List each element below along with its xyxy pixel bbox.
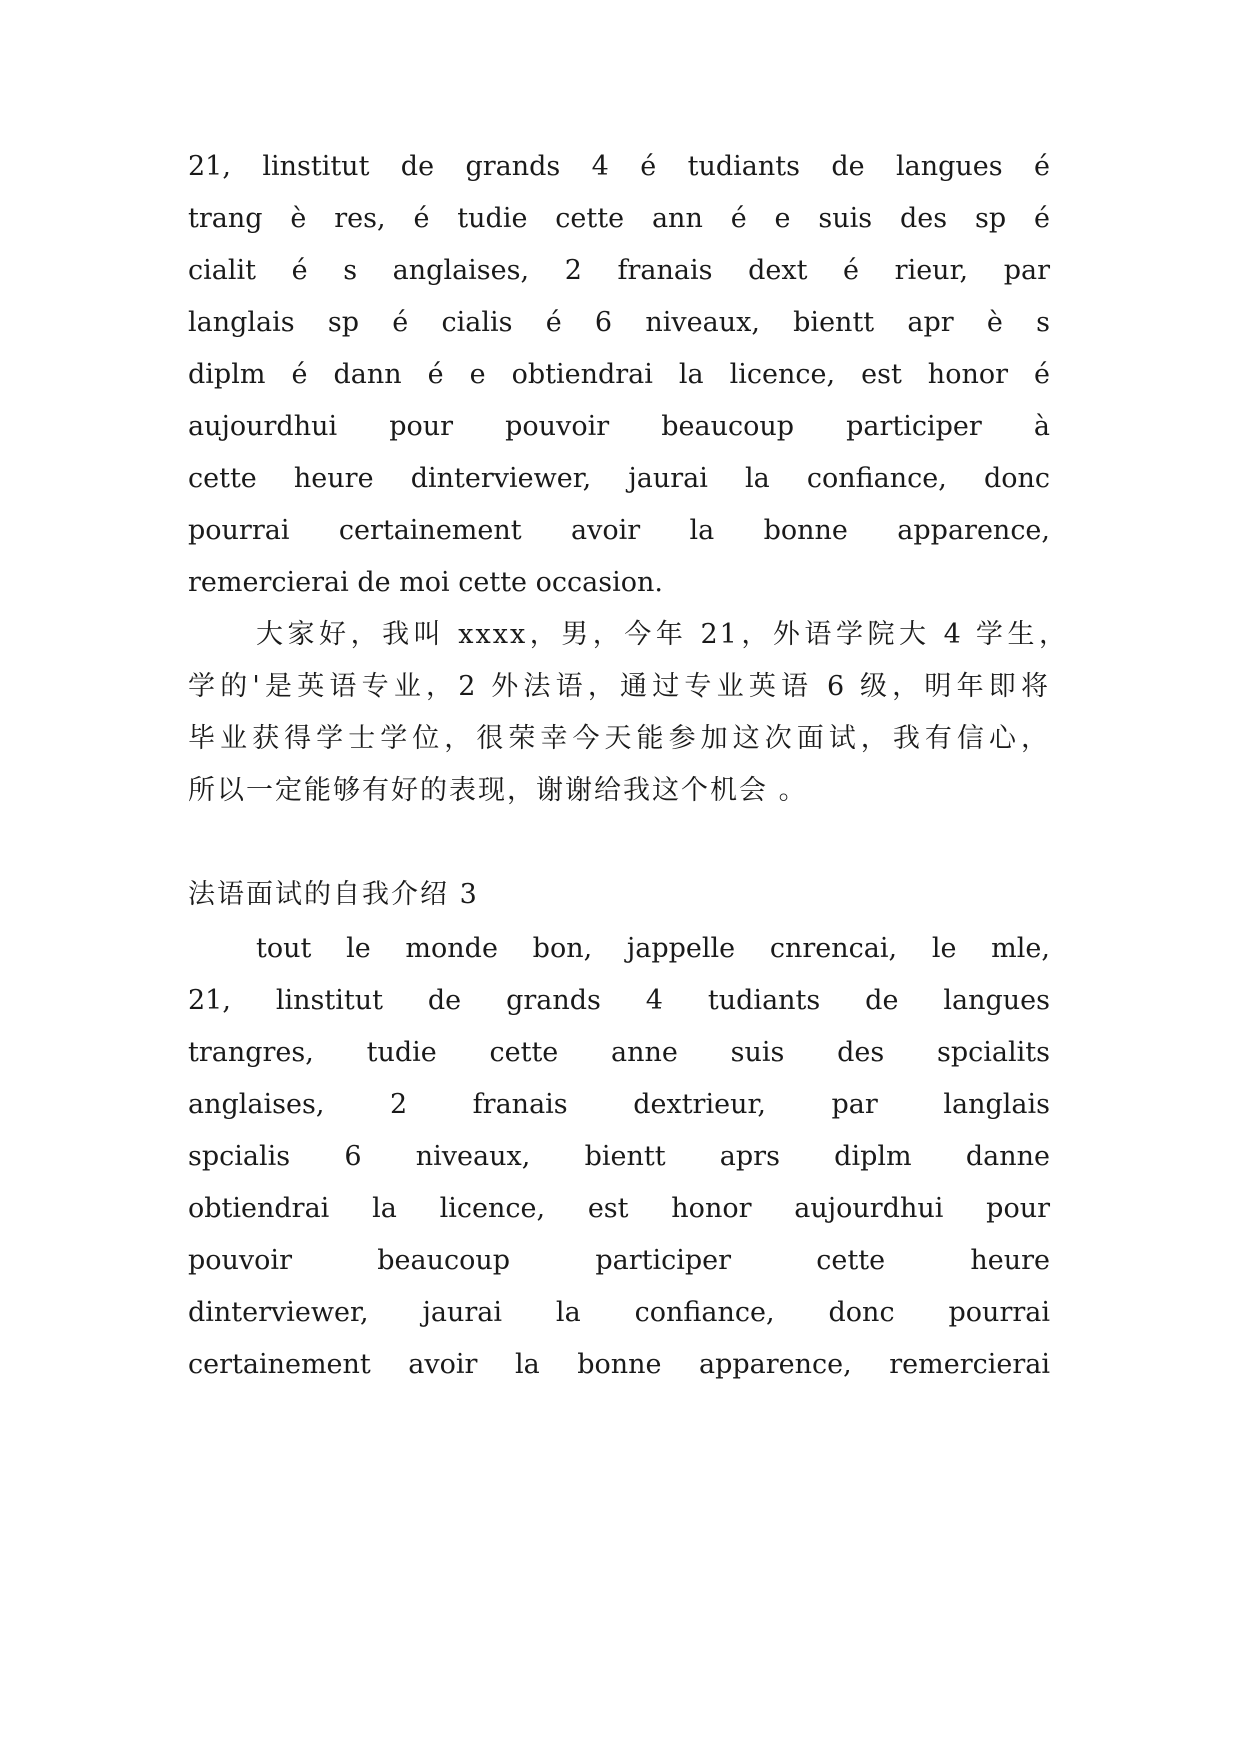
paragraph-line: trang è res, é tudie cette ann é e suis des sp é: [188, 203, 1050, 234]
paragraph-line: anglaises, 2 franais dextrieur, par langlais: [188, 1089, 1050, 1120]
paragraph-line: 毕业获得学士学位，很荣幸今天能参加这次面试，我有信心，: [188, 723, 1050, 754]
paragraph-line: diplm é dann é e obtiendrai la licence, est honor é: [188, 359, 1050, 390]
paragraph-line: trangres, tudie cette anne suis des spcialits: [188, 1037, 1050, 1068]
paragraph-line: cette heure dinterviewer, jaurai la confiance, donc: [188, 463, 1050, 494]
paragraph-line: pouvoir beaucoup participer cette heure: [188, 1245, 1050, 1276]
paragraph-line: remercierai de moi cette occasion.: [188, 567, 663, 598]
paragraph-line: pourrai certainement avoir la bonne apparence,: [188, 515, 1050, 546]
paragraph-line: 21, linstitut de grands 4 é tudiants de langues é: [188, 151, 1050, 182]
paragraph-line: 21, linstitut de grands 4 tudiants de langues: [188, 985, 1050, 1016]
paragraph-line: dinterviewer, jaurai la confiance, donc pourrai: [188, 1297, 1050, 1328]
paragraph-line: tout le monde bon, jappelle cnrencai, le mle,: [256, 933, 1050, 964]
paragraph-line: 大家好，我叫 xxxx，男，今年 21，外语学院大 4 学生，: [256, 619, 1068, 650]
paragraph-line: certainement avoir la bonne apparence, remercierai: [188, 1349, 1050, 1380]
paragraph-line: obtiendrai la licence, est honor aujourdhui pour: [188, 1193, 1050, 1224]
paragraph-line: 学的'是英语专业，2 外法语，通过专业英语 6 级，明年即将: [188, 671, 1050, 702]
paragraph-line: langlais sp é cialis é 6 niveaux, bientt apr è s: [188, 307, 1050, 338]
section-heading: 法语面试的自我介绍 3: [188, 879, 479, 910]
paragraph-line: aujourdhui pour pouvoir beaucoup participer à: [188, 411, 1050, 442]
paragraph-line: spcialis 6 niveaux, bientt aprs diplm danne: [188, 1141, 1050, 1172]
paragraph-line: 所以一定能够有好的表现，谢谢给我这个机会 。: [188, 775, 808, 806]
paragraph-line: cialit é s anglaises, 2 franais dext é rieur, par: [188, 255, 1050, 286]
